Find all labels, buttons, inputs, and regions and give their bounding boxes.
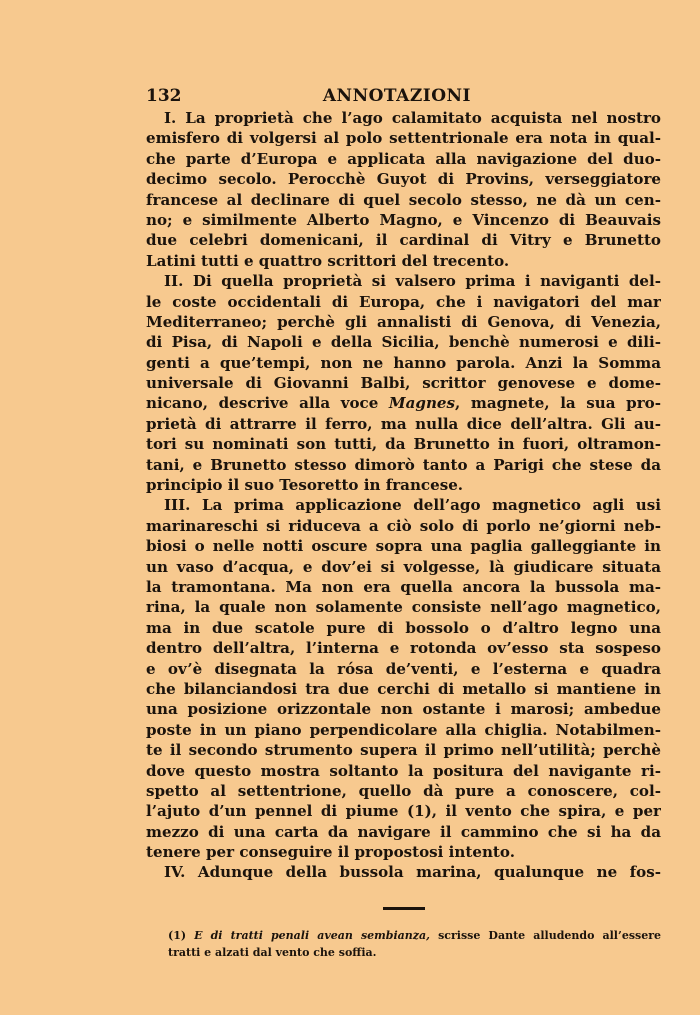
text-line: genti a que’tempi, non ne hanno parola. Anzi la Somma	[146, 353, 661, 372]
text-line: tani, e Brunetto stesso dimorò tanto a Parigi che stese da	[146, 455, 661, 474]
text-line: IV. Adunque della bussola marina, qualunque ne fos-	[164, 863, 661, 882]
text-line: tori su nominati son tutti, da Brunetto in fuori, oltramon-	[146, 435, 661, 454]
text-line: te il secondo strumento supera il primo nell’utilità; perchè	[146, 741, 661, 760]
footnote-line: (1) E di tratti penali avean sembianza, scrisse Dante alludendo all’essere	[168, 928, 661, 942]
footnote	[146, 927, 661, 961]
text-line: mezzo di una carta da navigare il cammino che si ha da	[146, 822, 661, 841]
text-line: poste in un piano perpendicolare alla chiglia. Notabilmen-	[146, 720, 661, 739]
text-line: no; e similmente Alberto Magno, e Vincenzo di Beauvais	[146, 210, 661, 229]
running-header	[146, 86, 661, 108]
running-title: ANNOTAZIONI	[322, 86, 471, 106]
text-line: un vaso d’acqua, e dov’ei si volgesse, là giudicare situata	[146, 557, 661, 576]
text-line: nicano, descrive alla voce Magnes, magnete, la sua pro-	[146, 394, 661, 413]
text-line: che parte d’Europa e applicata alla navigazione del duo-	[146, 149, 661, 168]
text-line: I. La proprietà che l’ago calamitato acquista nel nostro	[164, 109, 661, 127]
text-line: ma in due scatole pure di bossolo o d’altro legno una	[146, 618, 661, 637]
text-line: spetto al settentrione, quello dà pure a conoscere, col-	[146, 781, 661, 800]
page-number: 132	[146, 86, 182, 106]
text-line: marinareschi si riduceva a ciò solo di porlo ne’giorni neb-	[146, 516, 661, 535]
footnote-line: tratti e alzati dal vento che soffia.	[168, 945, 377, 959]
book-page	[146, 86, 661, 961]
text-line: prietà di attrarre il ferro, ma nulla dice dell’altra. Gli au-	[146, 414, 661, 433]
text-line: la tramontana. Ma non era quella ancora la bussola ma-	[146, 577, 661, 596]
text-line: III. La prima applicazione dell’ago magnetico agli usi	[164, 496, 661, 515]
text-line: emisfero di volgersi al polo settentrionale era nota in qual-	[146, 129, 661, 148]
text-line: di Pisa, di Napoli e della Sicilia, benchè numerosi e dili-	[146, 333, 661, 352]
text-line: l’ajuto d’un pennel di piume (1), il vento che spira, e per	[146, 802, 661, 821]
text-line: tenere per conseguire il propostosi intento.	[146, 843, 515, 862]
text-line: e ov’è disegnata la rósa de’venti, e l’esterna e quadra	[146, 659, 661, 678]
text-line: rina, la quale non solamente consiste nell’ago magnetico,	[146, 598, 661, 617]
text-line: II. Di quella proprietà si valsero prima i naviganti del-	[164, 272, 661, 291]
text-line: Latini tutti e quattro scrittori del trecento.	[146, 251, 510, 270]
text-line: dove questo mostra soltanto la positura del navigante ri-	[146, 761, 661, 780]
text-line: dentro dell’altra, l’interna e rotonda ov’esso sta sospeso	[146, 639, 661, 658]
footnote-separator	[383, 907, 425, 910]
text-line: una posizione orizzontale non ostante i marosi; ambedue	[146, 700, 661, 719]
text-line: universale di Giovanni Balbi, scrittor genovese e dome-	[146, 374, 661, 393]
text-line: francese al declinare di quel secolo stesso, ne dà un cen-	[146, 190, 661, 209]
text-line: Mediterraneo; perchè gli annalisti di Genova, di Venezia,	[146, 312, 661, 331]
text-line: biosi o nelle notti oscure sopra una paglia galleggiante in	[146, 537, 661, 556]
text-line: che bilanciandosi tra due cerchi di metallo si mantiene in	[146, 679, 661, 698]
annotation-text	[146, 108, 661, 883]
text-line: decimo secolo. Perocchè Guyot di Provins, verseggiatore	[146, 170, 661, 189]
text-line: principio il suo Tesoretto in francese.	[146, 476, 464, 495]
text-line: le coste occidentali di Europa, che i navigatori del mar	[146, 292, 661, 311]
text-line: due celebri domenicani, il cardinal di Vitry e Brunetto	[146, 231, 661, 250]
